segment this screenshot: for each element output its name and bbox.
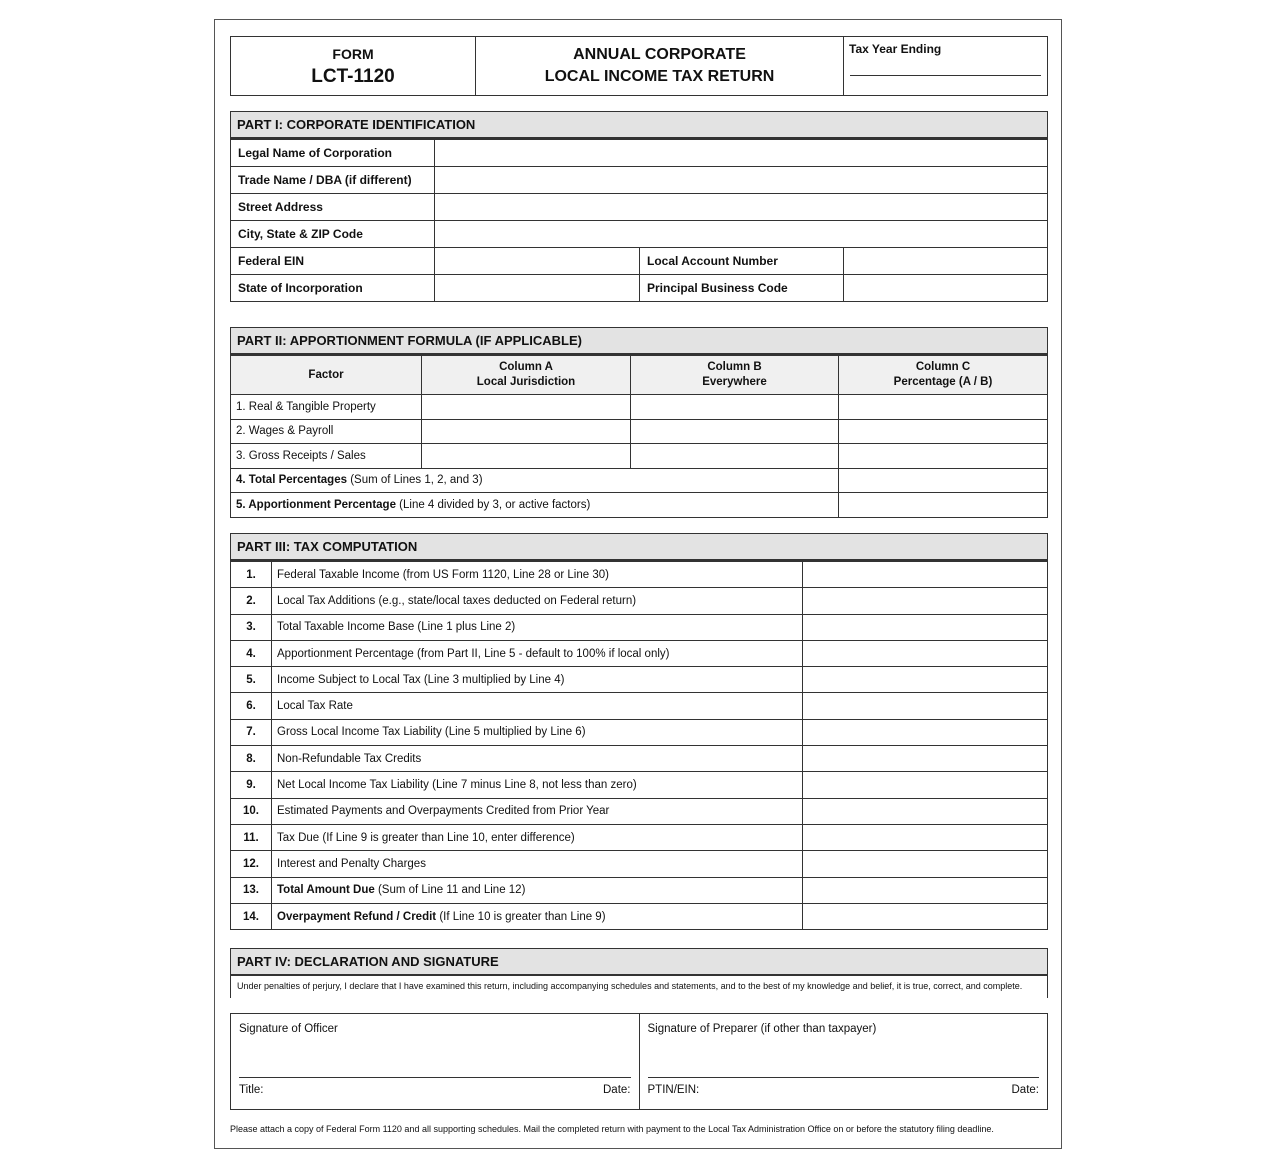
table-row: [231, 493, 1048, 518]
line-description-text: Local Tax Additions (e.g., state/local taxes deducted on Federal return): [277, 594, 637, 607]
line-amount-field[interactable]: [803, 824, 1048, 850]
property-everywhere-field[interactable]: [631, 395, 839, 420]
factor-header: Factor: [231, 356, 422, 395]
line-amount-field[interactable]: [803, 667, 1048, 693]
line-description: [272, 798, 803, 824]
part2-title: PART II: APPORTIONMENT FORMULA (IF APPLICABLE): [230, 327, 1048, 355]
factor-sales-label: 3. Gross Receipts / Sales: [231, 444, 422, 469]
state-incorporation-field[interactable]: [435, 275, 640, 302]
preparer-signature-line: [648, 1077, 1040, 1078]
line-description-text: Estimated Payments and Overpayments Credited from Prior Year: [277, 805, 610, 818]
tax-form-page: [214, 19, 1062, 1149]
line-amount-field[interactable]: [803, 588, 1048, 614]
payroll-everywhere-field[interactable]: [631, 419, 839, 444]
table-row: [231, 903, 1048, 929]
officer-signature-line: [239, 1077, 631, 1078]
legal-name-field[interactable]: [435, 140, 1048, 167]
line-amount-field[interactable]: [803, 851, 1048, 877]
tax-year-cell[interactable]: [844, 37, 1048, 96]
local-account-label: Local Account Number: [640, 248, 844, 275]
line-description-text: Interest and Penalty Charges: [277, 857, 426, 870]
table-row: [231, 746, 1048, 772]
form-title-line2: LOCAL INCOME TAX RETURN: [544, 68, 775, 85]
property-local-field[interactable]: [422, 395, 631, 420]
line-amount-field[interactable]: [803, 798, 1048, 824]
part4-title: PART IV: DECLARATION AND SIGNATURE: [230, 948, 1048, 976]
line-description: [272, 903, 803, 929]
line-number: 1.: [231, 562, 272, 588]
preparer-signature-label: Signature of Preparer (if other than taxpayer): [647, 1023, 877, 1035]
line-number: 3.: [231, 614, 272, 640]
line-number: 12.: [231, 851, 272, 877]
line-amount-field[interactable]: [803, 903, 1048, 929]
line-description-text: Tax Due (If Line 9 is greater than Line 10, enter difference): [277, 831, 575, 844]
line-description-bold: Overpayment Refund / Credit: [277, 910, 437, 923]
line-number: 2.: [231, 588, 272, 614]
line-description-text: Total Taxable Income Base (Line 1 plus Line 2): [277, 621, 516, 634]
form-id-cell: [231, 37, 476, 96]
line-amount-field[interactable]: [803, 614, 1048, 640]
apportionment-percentage-field[interactable]: [839, 493, 1048, 518]
line-description: [272, 824, 803, 850]
table-row: [231, 877, 1048, 903]
street-address-label: Street Address: [231, 194, 435, 221]
table-row: [231, 719, 1048, 745]
legal-name-label: Legal Name of Corporation: [231, 140, 435, 167]
officer-signature-label: Signature of Officer: [239, 1023, 338, 1035]
line-number: 5.: [231, 667, 272, 693]
payroll-local-field[interactable]: [422, 419, 631, 444]
sales-percentage-field[interactable]: [839, 444, 1048, 469]
corporate-identification-table: [230, 139, 1048, 302]
column-c-header: Column C Percentage (A / B): [839, 356, 1048, 395]
footer-instructions: Please attach a copy of Federal Form 1120 and all supporting schedules. Mail the completed return with payment to the Local Tax Administration Office on or before the statutory filing deadline.: [230, 1124, 994, 1134]
line-description-text: (If Line 10 is greater than Line 9): [436, 910, 606, 923]
declaration-text: Under penalties of perjury, I declare that I have examined this return, including accompanying schedules and statements, and to the best of my knowledge and belief, it is true, correct, and complete.: [230, 976, 1048, 998]
table-row: [231, 851, 1048, 877]
tax-year-label: Tax Year Ending: [849, 42, 942, 56]
line-description: [272, 588, 803, 614]
form-header: [230, 36, 1048, 96]
preparer-signature-box[interactable]: [639, 1014, 1048, 1110]
line-number: 4.: [231, 640, 272, 666]
officer-title-label: Title:: [239, 1084, 264, 1096]
city-state-zip-field[interactable]: [435, 221, 1048, 248]
table-row: [231, 588, 1048, 614]
form-title-cell: [476, 37, 844, 96]
line-description-text: Net Local Income Tax Liability (Line 7 minus Line 8, not less than zero): [277, 779, 637, 792]
state-incorporation-label: State of Incorporation: [231, 275, 435, 302]
line-description-text: Non-Refundable Tax Credits: [277, 752, 422, 765]
factor-property-label: 1. Real & Tangible Property: [231, 395, 422, 420]
payroll-percentage-field[interactable]: [839, 419, 1048, 444]
line-description: [272, 562, 803, 588]
form-number: LCT-1120: [311, 66, 395, 87]
table-row: [231, 640, 1048, 666]
form-title-line1: ANNUAL CORPORATE: [573, 46, 746, 63]
tax-computation-table: [230, 561, 1048, 930]
table-row: [231, 824, 1048, 850]
officer-date-label: Date:: [603, 1084, 631, 1096]
line-number: 10.: [231, 798, 272, 824]
line-amount-field[interactable]: [803, 877, 1048, 903]
trade-name-label: Trade Name / DBA (if different): [231, 167, 435, 194]
business-code-label: Principal Business Code: [640, 275, 844, 302]
line-amount-field[interactable]: [803, 640, 1048, 666]
column-b-header: Column B Everywhere: [631, 356, 839, 395]
city-state-zip-label: City, State & ZIP Code: [231, 221, 435, 248]
line-description: [272, 772, 803, 798]
table-row: [231, 798, 1048, 824]
table-row: [231, 693, 1048, 719]
tax-year-field[interactable]: [850, 75, 1041, 76]
line-number: 8.: [231, 746, 272, 772]
form-label: FORM: [332, 46, 374, 62]
sales-local-field[interactable]: [422, 444, 631, 469]
federal-ein-field[interactable]: [435, 248, 640, 275]
line-number: 9.: [231, 772, 272, 798]
line-amount-field[interactable]: [803, 719, 1048, 745]
table-row: [231, 614, 1048, 640]
signature-table: [230, 1013, 1048, 1110]
sales-everywhere-field[interactable]: [631, 444, 839, 469]
line-description: [272, 719, 803, 745]
line-description: [272, 746, 803, 772]
line-description: [272, 693, 803, 719]
line-description-text: Income Subject to Local Tax (Line 3 multiplied by Line 4): [277, 673, 565, 686]
street-address-field[interactable]: [435, 194, 1048, 221]
table-row: [231, 395, 1048, 420]
factor-payroll-label: 2. Wages & Payroll: [231, 419, 422, 444]
line-description-text: Apportionment Percentage (from Part II, Line 5 - default to 100% if local only): [277, 647, 670, 660]
line-description-text: Gross Local Income Tax Liability (Line 5 multiplied by Line 6): [277, 726, 586, 739]
line-description: [272, 877, 803, 903]
apportionment-table: [230, 355, 1048, 518]
line-number: 13.: [231, 877, 272, 903]
line-description-text: Federal Taxable Income (from US Form 1120, Line 28 or Line 30): [277, 568, 609, 581]
local-account-field[interactable]: [844, 248, 1048, 275]
line-number: 11.: [231, 824, 272, 850]
line-number: 14.: [231, 903, 272, 929]
line-description-text: Local Tax Rate: [277, 700, 353, 713]
total-percentages-label: 4. Total Percentages (Sum of Lines 1, 2, and 3): [231, 468, 839, 493]
line-description: [272, 640, 803, 666]
table-row: [231, 772, 1048, 798]
preparer-date-label: Date:: [1011, 1084, 1039, 1096]
line-description-bold: Total Amount Due: [277, 884, 375, 897]
business-code-field[interactable]: [844, 275, 1048, 302]
line-amount-field[interactable]: [803, 562, 1048, 588]
line-description-text: (Sum of Line 11 and Line 12): [374, 884, 526, 897]
line-number: 7.: [231, 719, 272, 745]
line-amount-field[interactable]: [803, 693, 1048, 719]
line-description: [272, 614, 803, 640]
line-description: [272, 851, 803, 877]
table-row: [231, 419, 1048, 444]
line-amount-field[interactable]: [803, 746, 1048, 772]
line-amount-field[interactable]: [803, 772, 1048, 798]
table-row: [231, 562, 1048, 588]
apportionment-percentage-label: 5. Apportionment Percentage (Line 4 divided by 3, or active factors): [231, 493, 839, 518]
total-percentages-field[interactable]: [839, 468, 1048, 493]
federal-ein-label: Federal EIN: [231, 248, 435, 275]
part3-title: PART III: TAX COMPUTATION: [230, 533, 1048, 561]
preparer-ptin-label: PTIN/EIN:: [647, 1084, 700, 1096]
table-row: [231, 468, 1048, 493]
line-description: [272, 667, 803, 693]
line-number: 6.: [231, 693, 272, 719]
property-percentage-field[interactable]: [839, 395, 1048, 420]
officer-signature-box[interactable]: [231, 1014, 640, 1110]
column-a-header: Column A Local Jurisdiction: [422, 356, 631, 395]
table-row: [231, 667, 1048, 693]
table-row: [231, 444, 1048, 469]
part1-title: PART I: CORPORATE IDENTIFICATION: [230, 111, 1048, 139]
trade-name-field[interactable]: [435, 167, 1048, 194]
